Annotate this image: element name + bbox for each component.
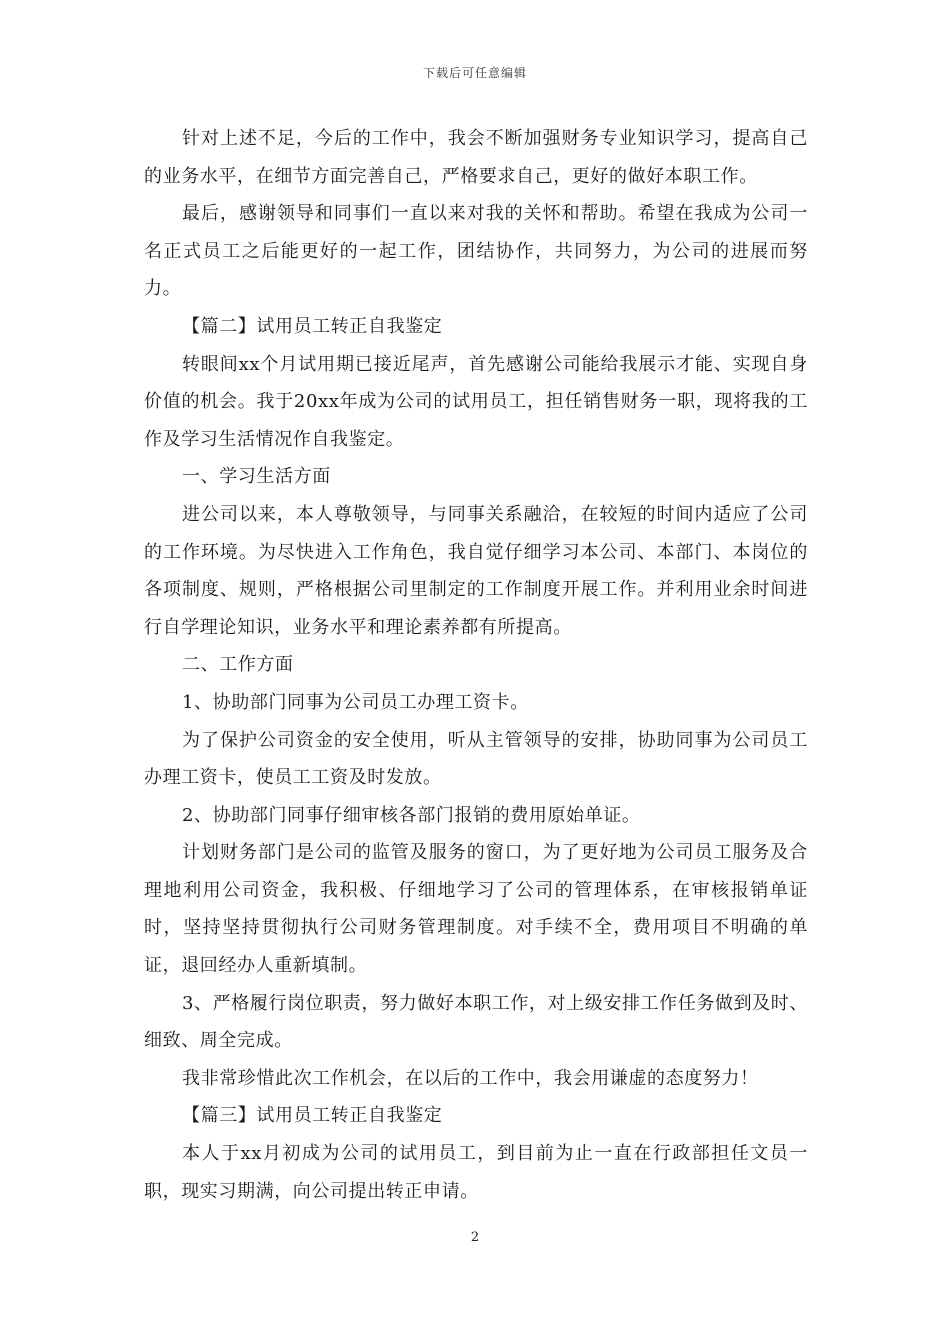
paragraph: 针对上述不足，今后的工作中，我会不断加强财务专业知识学习，提高自己的业务水平，在细节方面完善自己，严格要求自己，更好的做好本职工作。 bbox=[144, 128, 808, 187]
list-item: 1、协助部门同事为公司员工办理工资卡。 bbox=[182, 691, 529, 713]
paragraph: 为了保护公司资金的安全使用，听从主管领导的安排，协助同事为公司员工办理工资卡，使员工工资及时发放。 bbox=[144, 729, 808, 789]
list-item: 2、协助部门同事仔细审核各部门报销的费用原始单证。 bbox=[182, 804, 641, 826]
page-header: 下载后可任意编辑 bbox=[422, 66, 527, 80]
paragraph: 本人于xx月初成为公司的试用员工，到目前为止一直在行政部担任文员一职，现实习期满，向公司提出转正申请。 bbox=[144, 1143, 808, 1202]
list-item: 3、严格履行岗位职责，努力做好本职工作，对上级安排工作任务做到及时、细致、周全完成。 bbox=[144, 992, 808, 1052]
paragraph: 我非常珍惜此次工作机会，在以后的工作中，我会用谦虚的态度努力！ bbox=[182, 1067, 759, 1089]
paragraph: 进公司以来，本人尊敬领导，与同事关系融洽，在较短的时间内适应了公司的工作环境。为尽快进入工作角色，我自觉仔细学习本公司、本部门、本岗位的各项制度、规则，严格根据公司里制定的工作制度开展工作。并利用业余时间进行自学理论知识，业务水平和理论素养都有所提高。 bbox=[144, 503, 808, 638]
document-body bbox=[144, 120, 808, 1210]
section-heading: 【篇二】试用员工转正自我鉴定 bbox=[182, 315, 443, 337]
paragraph: 转眼间xx个月试用期已接近尾声，首先感谢公司能给我展示才能、实现自身价值的机会。我于20xx年成为公司的试用员工，担任销售财务一职，现将我的工作及学习生活情况作自我鉴定。 bbox=[144, 353, 808, 450]
section-heading: 【篇三】试用员工转正自我鉴定 bbox=[182, 1105, 443, 1127]
subsection-heading: 二、工作方面 bbox=[182, 654, 294, 676]
paragraph: 最后，感谢领导和同事们一直以来对我的关怀和帮助。希望在我成为公司一名正式员工之后能更好的一起工作，团结协作，共同努力，为公司的进展而努力。 bbox=[144, 203, 808, 300]
page-number: 2 bbox=[470, 1230, 480, 1245]
subsection-heading: 一、学习生活方面 bbox=[182, 466, 331, 488]
paragraph: 计划财务部门是公司的监管及服务的窗口，为了更好地为公司员工服务及合理地利用公司资金，我积极、仔细地学习了公司的管理体系，在审核报销单证时，坚持坚持贯彻执行公司财务管理制度。对手续不全，费用项目不明确的单证，退回经办人重新填制。 bbox=[144, 842, 808, 977]
